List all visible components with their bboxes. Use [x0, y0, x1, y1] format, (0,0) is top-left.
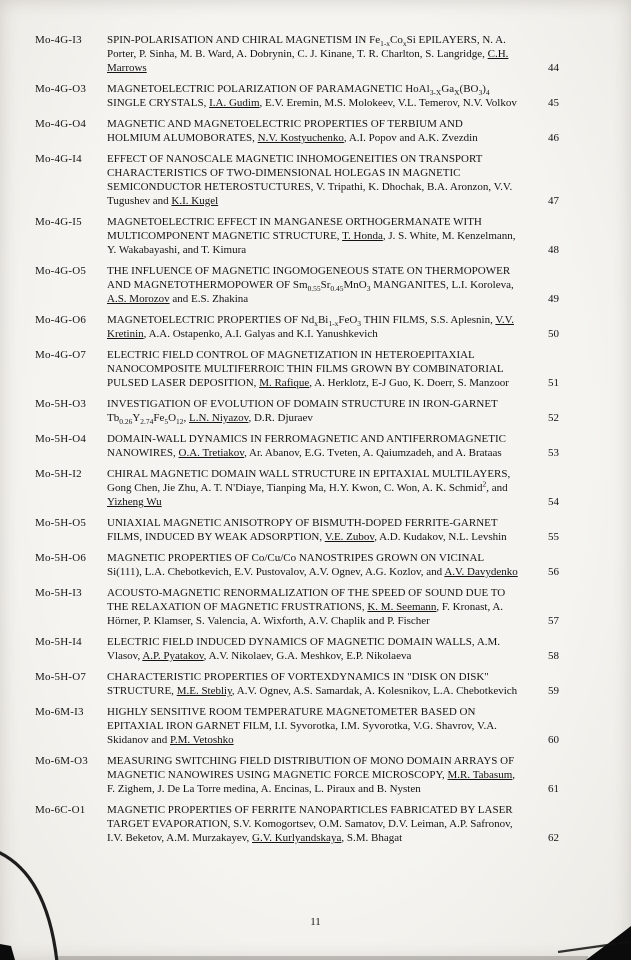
session-code: Mo-6M-I3 — [35, 706, 84, 718]
entry-page: 59 — [548, 685, 559, 697]
session-code: Mo-4G-I3 — [35, 34, 82, 46]
session-code: Mo-6C-O1 — [35, 804, 86, 816]
entry-text: UNIAXIAL MAGNETIC ANISOTROPY OF BISMUTH-DOPED FERRITE-GARNET FILMS, INDUCED BY WEAK ADSORPTION, V.E. Zubov, A.D. Kudakov, N.L. Levshin — [107, 517, 507, 543]
toc-entry — [35, 33, 559, 75]
toc-entry — [35, 551, 559, 579]
session-code: Mo-5H-O6 — [35, 552, 87, 564]
toc-entry — [35, 635, 559, 663]
footer-page-number: 11 — [310, 916, 321, 928]
entry-text: MEASURING SWITCHING FIELD DISTRIBUTION OF MONO DOMAIN ARRAYS OF MAGNETIC NANOWIRES USING MAGNETIC FORCE MICROSCOPY, M.R. Tabasum, F. Zighem, J. De La Torre medina, A. Encinas, L. Piraux and B. Nysten — [107, 755, 516, 795]
entry-text: CHIRAL MAGNETIC DOMAIN WALL STRUCTURE IN EPITAXIAL MULTILAYERS, Gong Chen, Jie Zhu, A. T. N'Diaye, Tianping Ma, H.Y. Kwon, C. Won, A. K. Schmid$^2$, and Yizheng Wu — [107, 468, 511, 508]
session-code: Mo-5H-I3 — [35, 587, 82, 599]
entry-page: 56 — [548, 566, 559, 578]
entry-page: 50 — [548, 328, 559, 340]
session-code: Mo-4G-O7 — [35, 349, 87, 361]
entry-page: 55 — [548, 531, 559, 543]
toc-entry — [35, 803, 559, 845]
session-code: Mo-5H-I2 — [35, 468, 82, 480]
toc-entry — [35, 313, 559, 341]
entry-text: ELECTRIC FIELD INDUCED DYNAMICS OF MAGNETIC DOMAIN WALLS, A.M. Vlasov, A.P. Pyatakov, A.V. Nikolaev, G.A. Meshkov, E.P. Nikolaeva — [107, 636, 501, 662]
entry-text: INVESTIGATION OF EVOLUTION OF DOMAIN STRUCTURE IN IRON-GARNET $Tb_{0.26}Y_{2.74}Fe_5O_{12}$, L.N. Niyazov, D.R. Djuraev — [107, 398, 498, 427]
session-code: Mo-4G-O3 — [35, 83, 87, 95]
entry-text: SPIN-POLARISATION AND CHIRAL MAGNETISM IN $Fe_{1-x}Co_xSi$ EPILAYERS, N. A. Porter, P. Sinha, M. B. Ward, A. Dobrynin, C. J. Kinane, T. R. Charlton, S. Langridge, C.H. Marrows — [107, 34, 509, 74]
session-code: Mo-4G-O4 — [35, 118, 87, 130]
toc-entry — [35, 432, 559, 460]
session-code: Mo-5H-O3 — [35, 398, 87, 410]
entry-text: MAGNETOELECTRIC POLARIZATION OF PARAMAGNETIC $HoAl_{3-X}Ga_X(BO_3)_4$ SINGLE CRYSTALS, I.A. Gudim, E.V. Eremin, M.S. Molokeev, V.L. Temerov, N.V. Volkov — [107, 83, 517, 109]
page-footer — [0, 916, 631, 928]
toc-entry — [35, 467, 559, 509]
entry-text: ACOUSTO-MAGNETIC RENORMALIZATION OF THE SPEED OF SOUND DUE TO THE RELAXATION OF MAGNETIC FRUSTRATIONS, K. M. Seemann, F. Kronast, A. Hörner, P. Klamser, S. Valencia, A. Wixforth, A.V. Chaplik and P. Fischer — [107, 587, 506, 627]
entry-text: DOMAIN-WALL DYNAMICS IN FERROMAGNETIC AND ANTIFERROMAGNETIC NANOWIRES, O.A. Tretiakov, Ar. Abanov, E.G. Tveten, A. Qaiumzadeh, and A. Brataas — [107, 433, 506, 459]
session-code: Mo-4G-I4 — [35, 153, 82, 165]
entry-page: 62 — [548, 832, 559, 844]
toc-entry — [35, 670, 559, 698]
entry-page: 60 — [548, 734, 559, 746]
entry-text: HIGHLY SENSITIVE ROOM TEMPERATURE MAGNETOMETER BASED ON EPITAXIAL IRON GARNET FILM, I.I. Syvorotka, I.M. Syvorotka, V.G. Shavrov, V.A. Skidanov and P.M. Vetoshko — [107, 706, 497, 746]
toc-entry — [35, 215, 559, 257]
toc-entry — [35, 705, 559, 747]
toc-entry — [35, 117, 559, 145]
toc-entry — [35, 586, 559, 628]
entry-page: 46 — [548, 132, 559, 144]
toc-entry — [35, 754, 559, 796]
entry-page: 49 — [548, 293, 559, 305]
session-code: Mo-4G-O5 — [35, 265, 87, 277]
entry-text: CHARACTERISTIC PROPERTIES OF VORTEXDYNAMICS IN "DISK ON DISK" STRUCTURE, M.E. Stebliy, A.V. Ognev, A.S. Samardak, A. Kolesnikov, L.A. Chebotkevich — [107, 671, 518, 697]
toc-entry — [35, 264, 559, 306]
toc-entry — [35, 82, 559, 110]
entry-page: 48 — [548, 244, 559, 256]
entry-text: MAGNETIC PROPERTIES OF FERRITE NANOPARTICLES FABRICATED BY LASER TARGET EVAPORATION, S.V. Komogortsev, O.M. Samatov, D.V. Leiman, A.P. Safronov, I.V. Beketov, A.M. Murzakayev, G.V. Kurlyandskaya, S.M. Bhagat — [107, 804, 513, 844]
entry-text: MAGNETOELECTRIC PROPERTIES OF $Nd_xBi_{1-x}FeO_3$ THIN FILMS, S.S. Aplesnin, V.V. Kretinin, A.A. Ostapenko, A.I. Galyas and K.I. Yanushkevich — [107, 314, 514, 340]
entry-page: 58 — [548, 650, 559, 662]
entry-page: 57 — [548, 615, 559, 627]
entry-text: MAGNETOELECTRIC EFFECT IN MANGANESE ORTHOGERMANATE WITH MULTICOMPONENT MAGNETIC STRUCTURE, T. Honda, J. S. White, M. Kenzelmann, Y. Wakabayashi, and T. Kimura — [107, 216, 516, 256]
session-code: Mo-5H-O7 — [35, 671, 87, 683]
toc-entry — [35, 397, 559, 425]
entry-page: 54 — [548, 496, 559, 508]
session-code: Mo-5H-I4 — [35, 636, 82, 648]
entry-text: EFFECT OF NANOSCALE MAGNETIC INHOMOGENEITIES ON TRANSPORT CHARACTERISTICS OF TWO-DIMENSIONAL HOLEGAS IN MAGNETIC SEMICONDUCTOR HETEROSTUCTURES, V. Tripathi, K. Dhochak, B.A. Aronzon, V.V. Tugushev and K.I. Kugel — [107, 153, 513, 207]
toc-entry — [35, 348, 559, 390]
entry-page: 44 — [548, 62, 559, 74]
entry-page: 52 — [548, 412, 559, 424]
session-code: Mo-6M-O3 — [35, 755, 88, 767]
toc-entry — [35, 152, 559, 208]
session-code: Mo-5H-O4 — [35, 433, 87, 445]
entry-text: MAGNETIC AND MAGNETOELECTRIC PROPERTIES OF TERBIUM AND HOLMIUM ALUMOBORATES, N.V. Kostyuchenko, A.I. Popov and A.K. Zvezdin — [107, 118, 478, 144]
session-code: Mo-4G-O6 — [35, 314, 87, 326]
entry-page: 51 — [548, 377, 559, 389]
session-code: Mo-5H-O5 — [35, 517, 87, 529]
entry-page: 47 — [548, 195, 559, 207]
entry-page: 61 — [548, 783, 559, 795]
entry-text: THE INFLUENCE OF MAGNETIC INGOMOGENEOUS STATE ON THERMOPOWER AND MAGNETOTHERMOPOWER OF $Sm_{0.55}Sr_{0.45}MnO_3$ MANGANITES, L.I. Koroleva, A.S. Morozov and E.S. Zhakina — [107, 265, 514, 305]
entry-text: ELECTRIC FIELD CONTROL OF MAGNETIZATION IN HETEROEPITAXIAL NANOCOMPOSITE MULTIFERROIC THIN FILMS GROWN BY COMBINATORIAL PULSED LASER DEPOSITION, M. Rafique, A. Herklotz, E-J Guo, K. Doerr, S. Manzoor — [107, 349, 509, 389]
entry-page: 53 — [548, 447, 559, 459]
entry-text: MAGNETIC PROPERTIES OF Co/Cu/Co NANOSTRIPES GROWN ON VICINAL Si(111), L.A. Chebotkevich, E.V. Pustovalov, A.V. Ognev, A.G. Kozlov, and A.V. Davydenko — [107, 552, 518, 578]
entry-page: 45 — [548, 97, 559, 109]
session-code: Mo-4G-I5 — [35, 216, 82, 228]
toc-entry — [35, 516, 559, 544]
